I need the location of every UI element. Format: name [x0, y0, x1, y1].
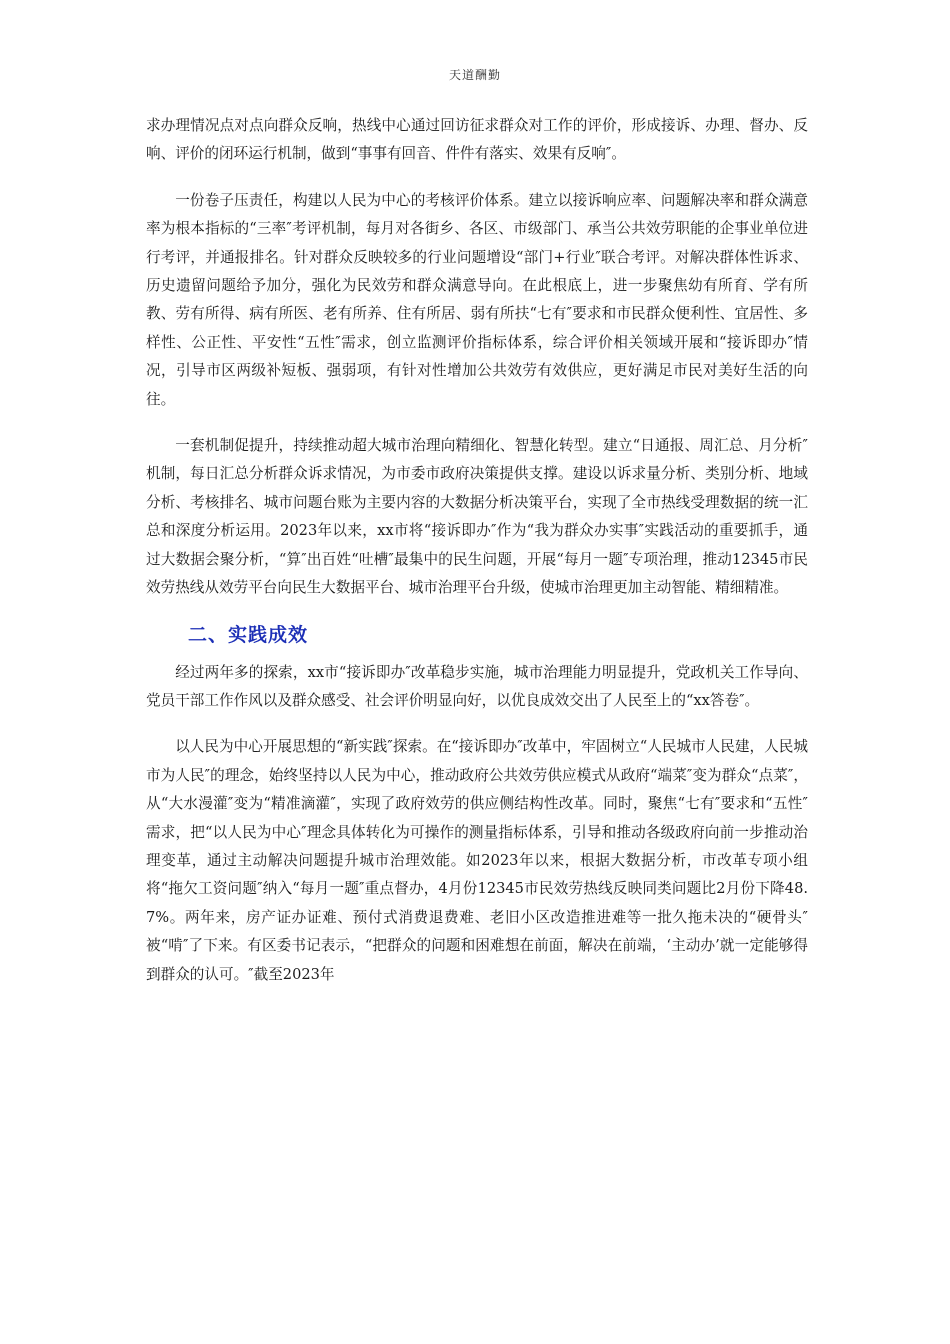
section-title: 二、实践成效 — [188, 623, 309, 646]
document-body — [146, 112, 808, 1007]
paragraph-evaluation-system: 一份卷子压责任，构建以人民为中心的考核评价体系。建立以接诉响应率、问题解决率和群众满意率为根本指标的“三率″考评机制，每月对各街乡、各区、市级部门、承当公共效劳职能的企事业单位进行考评，并通报排名。针对群众反映较多的行业问题增设“部门+行业″联合考评。对解决群体性诉求、历史遗留问题给予加分，强化为民效劳和群众满意导向。在此根底上，进一步聚焦幼有所育、学有所教、劳有所得、病有所医、老有所养、住有所居、弱有所扶“七有″要求和市民群众便利性、宜居性、多样性、公正性、平安性“五性″需求，创立监测评价指标体系，综合评价相关领域开展和“接诉即办″情况，引导市区两级补短板、强弱项，有针对性增加公共效劳有效供应，更好满足市民对美好生活的向往。 — [146, 191, 808, 408]
paragraph-results-intro: 经过两年多的探索，xx市“接诉即办″改革稳步实施，城市治理能力明显提升，党政机关工作导向、党员干部工作作风以及群众感受、社会评价明显向好，以优良成效交出了人民至上的“xx答卷″。 — [146, 663, 808, 709]
page-header: 天道酬勤 — [448, 68, 501, 82]
paragraph-continued: 求办理情况点对点向群众反响，热线中心通过回访征求群众对工作的评价，形成接诉、办理、督办、反响、评价的闭环运行机制，做到“事事有回音、件件有落实、效果有反响″。 — [146, 117, 808, 163]
paragraph-new-practice: 以人民为中心开展思想的“新实践″探索。在“接诉即办″改革中，牢固树立“人民城市人民建，人民城市为人民″的理念，始终坚持以人民为中心，推动政府公共效劳供应模式从政府“端菜″变为群众“点菜″，从“大水漫灌″变为“精准滴灌″，实现了政府效劳的供应侧结构性改革。同时，聚焦“七有″要求和“五性″需求，把“以人民为中心″理念具体转化为可操作的测量指标体系，引导和推动各级政府向前一步推动治理变革，通过主动解决问题提升城市治理效能。如2023年以来，根据大数据分析，市改革专项小组将“拖欠工资问题″纳入“每月一题″重点督办，4月份12345市民效劳热线反映同类问题比2月份下降48.7%。两年来，房产证办证难、预付式消费退费难、老旧小区改造推进难等一批久拖未决的“硬骨头″被“啃″了下来。有区委书记表示，“把群众的问题和困难想在前面，解决在前端，‘主动办’就一定能够得到群众的认可。″截至2023年 — [146, 738, 809, 983]
paragraph-mechanism: 一套机制促提升，持续推动超大城市治理向精细化、智慧化转型。建立“日通报、周汇总、月分析″机制，每日汇总分析群众诉求情况，为市委市政府决策提供支撑。建设以诉求量分析、类别分析、地域分析、考核排名、城市问题台账为主要内容的大数据分析决策平台，实现了全市热线受理数据的统一汇总和深度分析运用。2023年以来，xx市将“接诉即办″作为“我为群众办实事″实践活动的重要抓手，通过大数据会聚分析，“算″出百姓“吐槽″最集中的民生问题，开展“每月一题″专项治理，推动12345市民效劳热线从效劳平台向民生大数据平台、城市治理平台升级，使城市治理更加主动智能、精细精准。 — [146, 437, 808, 597]
